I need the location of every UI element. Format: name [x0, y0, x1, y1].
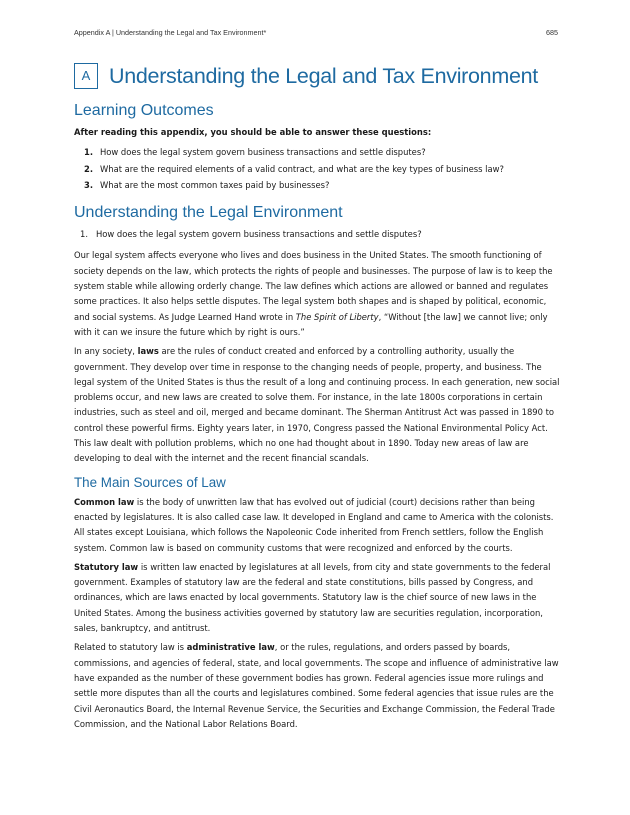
main-sources-section: [74, 474, 560, 732]
main-sources-heading: The Main Sources of Law: [74, 474, 226, 490]
book-title: The Spirit of Liberty: [295, 311, 379, 322]
paragraph-legal-system: [74, 248, 560, 340]
list-item: [74, 227, 560, 242]
paragraph-text: is written law enacted by legislatures at all levels, from city and state governments to the federal government. Examples of statutory law are the federal and state constitutions, bills passed by Congress, and ordinances, which are laws enacted by local governments. Statutory law is the chief source of new laws in the United States. Among the business activities governed by statutory law are securities regulation, incorporation, sales, bankruptcy, and antitrust.: [74, 561, 551, 634]
learning-outcomes-lead: After reading this appendix, you should be able to answer these questions:: [74, 127, 432, 137]
list-number: 2.: [84, 163, 94, 174]
paragraph-text: is the body of unwritten law that has evolved out of judicial (court) decisions rather than being enacted by legislatures. It is also called case law. It developed in England and came to America with the colonists. All states except Louisiana, which follows the Napoleonic Code inherited from French settlers, follow the English system. Common law is based on community customs that were recognized and enforced by the courts.: [74, 496, 554, 553]
key-term: administrative law: [186, 642, 275, 653]
paragraph-text: Related to statutory law is: [74, 642, 187, 653]
running-head: [74, 28, 558, 37]
paragraph-administrative-law: [74, 640, 560, 732]
chapter-title-text: Understanding the Legal and Tax Environment: [109, 63, 538, 88]
list-item: [74, 145, 560, 160]
list-text: How does the legal system govern business transactions and settle disputes?: [96, 229, 422, 240]
page-number: 685: [546, 28, 558, 37]
paragraph-text: , “Without [the law] we cannot live; only with it can we insure the future which by right is ours.”: [74, 311, 548, 337]
running-head-title: Appendix A | Understanding the Legal and Tax Environment*: [74, 28, 267, 37]
paragraph-text: are the rules of conduct created and enforced by a controlling authority, usually the government. They develop over time in response to the changing needs of people, property, and business. The legal system of the United States is thus the result of a long and continuing process. In each generation, new social problems occur, and new laws are created to solve them. For instance, in the late 1800s corporations in certain industries, such as steel and oil, merged and became dominant. The Sherman Antitrust Act was passed in 1890 to control these powerful firms. Eighty years later, in 1970, Congress passed the National Environmental Policy Act. This law dealt with pollution problems, which no one had thought about in 1890. Today new areas of law are developing to deal with the internet and the recent financial scandals.: [74, 346, 560, 464]
list-text: How does the legal system govern business transactions and settle disputes?: [100, 147, 426, 158]
content: [74, 101, 560, 736]
paragraph-text: In any society,: [74, 346, 138, 357]
list-text: What are the required elements of a valid contract, and what are the key types of business law?: [100, 163, 504, 174]
list-item: [74, 178, 560, 193]
paragraph-text: , or the rules, regulations, and orders passed by boards, commissions, and agencies of federal, state, and local governments. The scope and influence of administrative law have expanded as the number of these government bodies has grown. Federal agencies issue more rulings and settle more disputes than all the courts and legislatures combined. Some federal agencies that issue rules are the Civil Aeronautics Board, the Internal Revenue Service, the Securities and Exchange Commission, the Federal Trade Commission, and the National Labor Relations Board.: [74, 642, 559, 729]
chapter-title: [74, 63, 558, 89]
legal-environment-heading: Understanding the Legal Environment: [74, 204, 343, 222]
paragraph-statutory-law: [74, 560, 560, 636]
learning-outcomes-list: [74, 145, 560, 193]
learning-outcomes-section: [74, 101, 560, 193]
key-term: Common law: [74, 496, 135, 507]
paragraph-laws: [74, 344, 560, 466]
list-item: [74, 162, 560, 177]
learning-outcomes-heading: Learning Outcomes: [74, 102, 214, 119]
paragraph-text: Our legal system affects everyone who lives and does business in the United States. The smooth functioning of society depends on the law, which protects the rights of people and businesses. The purpose of law is to keep the system stable while allowing orderly change. The law defines which actions are allowed or banned and regulates some practices. It also helps settle disputes. The legal system both shapes and is shaped by political, economic, and social systems. As Judge Learned Hand wrote in: [74, 250, 553, 322]
list-number: 1.: [80, 229, 88, 240]
list-number: 1.: [84, 147, 94, 158]
chapter-label-box: A: [74, 63, 98, 89]
list-text: What are the most common taxes paid by businesses?: [100, 179, 330, 190]
key-term: Statutory law: [74, 561, 139, 572]
key-term: laws: [137, 346, 159, 357]
list-number: 3.: [84, 179, 94, 190]
question-list: [74, 227, 560, 242]
paragraph-common-law: [74, 495, 560, 556]
legal-environment-section: [74, 203, 560, 466]
